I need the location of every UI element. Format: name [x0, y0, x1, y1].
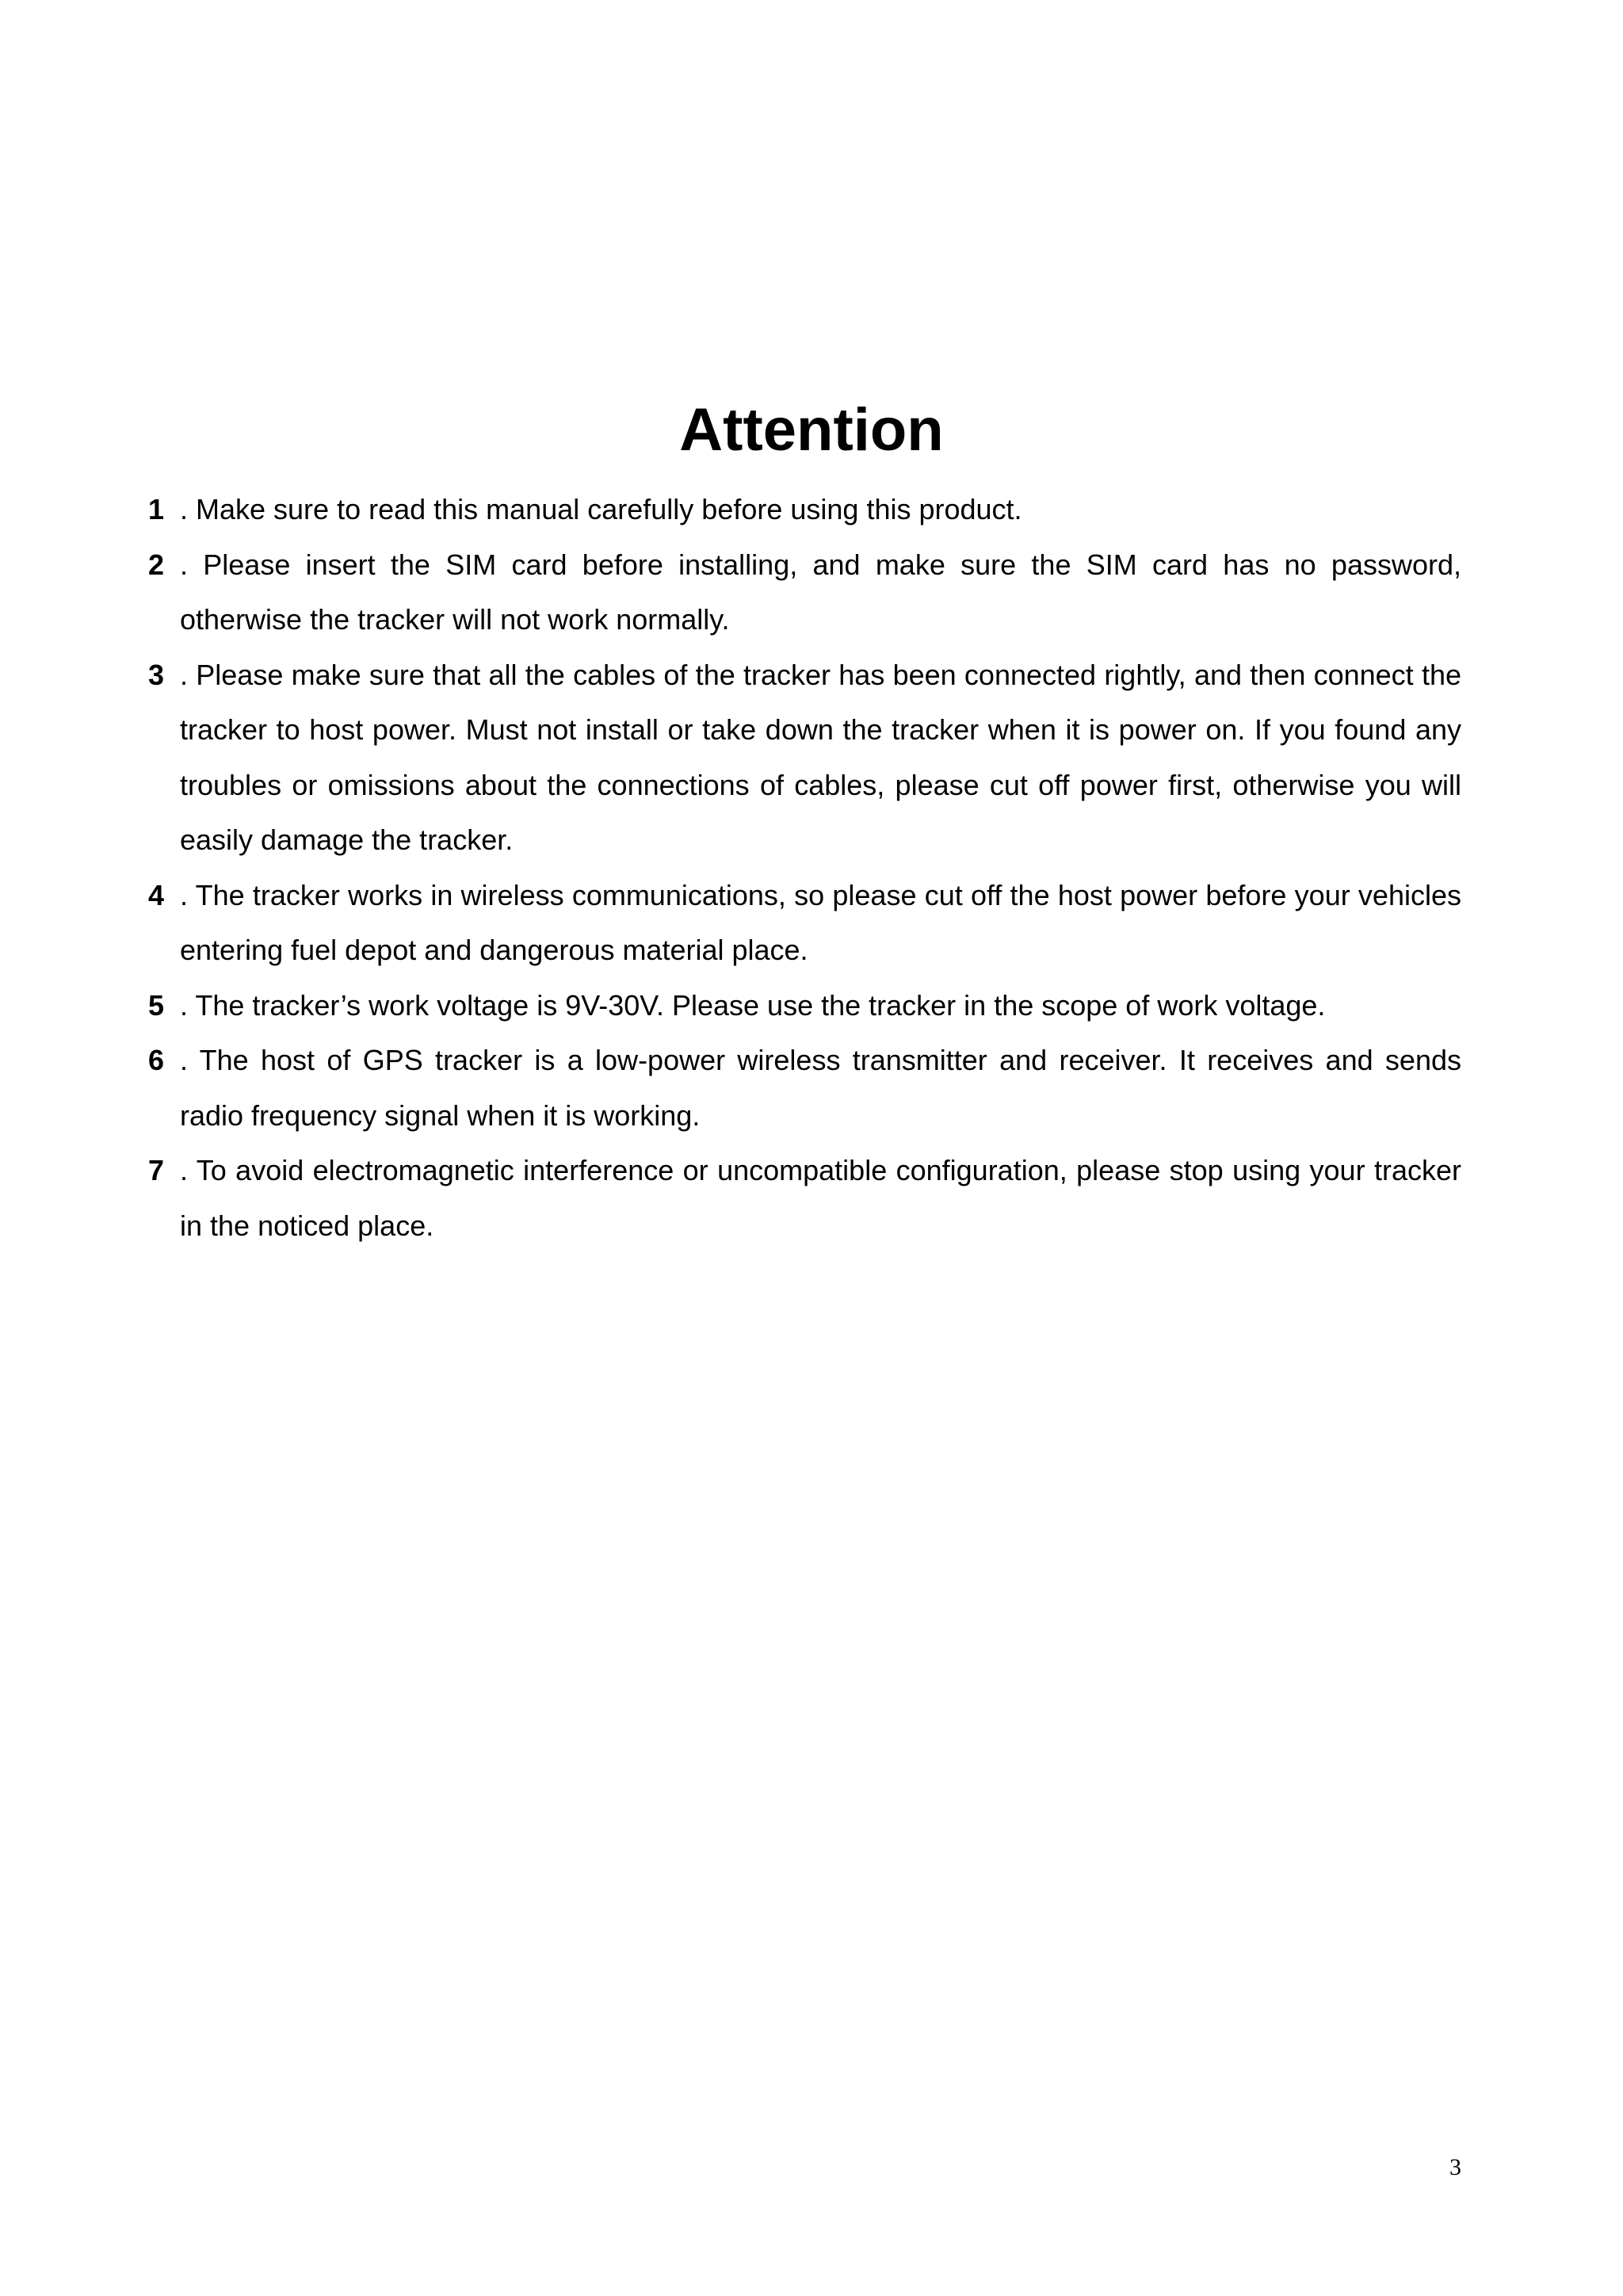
item-text: . To avoid electromagnetic interference or uncompatible configuration, please stop using your tracker in the noticed place. — [180, 1154, 1461, 1242]
item-number: 2 — [148, 548, 165, 581]
list-item — [148, 868, 1461, 978]
item-number: 1 — [148, 493, 165, 525]
item-number: 4 — [148, 878, 165, 911]
item-number: 7 — [148, 1154, 165, 1186]
list-item — [148, 1033, 1461, 1143]
list-item — [148, 648, 1461, 868]
item-text: . The tracker works in wireless communications, so please cut off the host power before your vehicles entering fuel depot and dangerous material place. — [180, 878, 1461, 966]
item-text: . Please make sure that all the cables of the tracker has been connected rightly, and then connect the tracker to host power. Must not install or take down the tracker when it is power on. If you found any troubles or omissions about the connections of cables, please cut off power first, otherwise you will easily damage the tracker. — [180, 658, 1461, 856]
page-number: 3 — [1449, 2154, 1461, 2180]
list-item — [148, 978, 1461, 1033]
item-number: 6 — [148, 1044, 165, 1076]
item-text: . Make sure to read this manual carefully before using this product. — [180, 493, 1022, 525]
page-title: Attention — [679, 396, 944, 464]
item-number: 3 — [148, 658, 165, 691]
item-text: . Please insert the SIM card before installing, and make sure the SIM card has no password, otherwise the tracker will not work normally. — [180, 548, 1461, 636]
list-item — [148, 537, 1461, 648]
list-item — [148, 1143, 1461, 1253]
item-number: 5 — [148, 988, 165, 1022]
attention-list — [148, 482, 1461, 1253]
list-item — [148, 482, 1461, 537]
item-text: . The tracker’s work voltage is 9V-30V. Please use the tracker in the scope of work voltage. — [180, 988, 1326, 1022]
item-text: . The host of GPS tracker is a low-power wireless transmitter and receiver. It receives and sends radio frequency signal when it is working. — [180, 1044, 1461, 1132]
